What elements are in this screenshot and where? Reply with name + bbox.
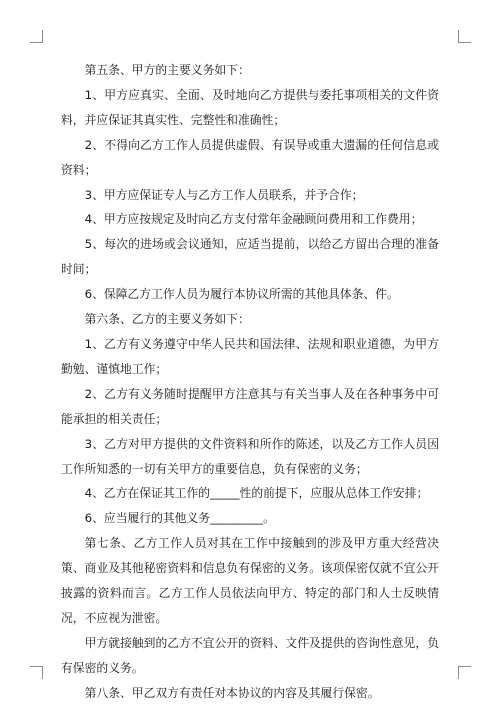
article-6-item-1: 1、乙方有义务遵守中华人民共和国法律、法规和职业道德，为甲方勤勉、谨慎地工作；	[61, 336, 439, 376]
article-8-paragraph: 第八条、甲乙双方有责任对本协议的内容及其履行保密。	[84, 685, 380, 700]
article-5-item-5: 5、每次的进场或会议通知，应适当提前，以给乙方留出合理的准备时间；	[61, 237, 439, 277]
article-5-item-3: 3、甲方应保证专人与乙方工作人员联系，并予合作；	[84, 187, 364, 202]
article-6-item-6: 6、应当履行的其他义务_________。	[84, 511, 275, 526]
crop-mark-top-right	[458, 30, 471, 43]
article-5-item-1: 1、甲方应真实、全面、及时地向乙方提供与委托事项相关的文件资料，并应保证其真实性、完整性和准确性；	[61, 87, 439, 127]
article-6-item-2: 2、乙方有义务随时提醒甲方注意其与有关当事人及在各种事务中可能承担的相关责任；	[61, 386, 439, 426]
document-body	[61, 58, 439, 706]
crop-mark-bottom-left	[30, 666, 43, 679]
crop-mark-top-left	[30, 30, 43, 43]
article-5-item-4: 4、甲方应按规定及时向乙方支付常年金融顾问费用和工作费用；	[84, 212, 423, 227]
article-5-item-6: 6、保障乙方工作人员为履行本协议所需的其他具体条、件。	[84, 287, 399, 302]
article-6-item-4: 4、乙方在保证其工作的_____性的前提下，应服从总体工作安排；	[84, 486, 429, 501]
article-5-item-2: 2、不得向乙方工作人员提供虚假、有误导或重大遗漏的任何信息或资料；	[61, 137, 439, 177]
article-7-party-a-paragraph: 甲方就接触到的乙方不宜公开的资料、文件及提供的咨询性意见，负有保密的义务。	[61, 635, 439, 675]
article-7-paragraph: 第七条、乙方工作人员对其在工作中接触到的涉及甲方重大经营决策、商业及其他秘密资料和信息负有保密的义务。该项保密仅就不宜公开披露的资料而言。乙方工作人员依法向甲方、特定的部门和人士反映情况，不应视为泄密。	[61, 536, 439, 625]
article-6-heading: 第六条、乙方的主要义务如下：	[84, 312, 250, 327]
article-5-heading: 第五条、甲方的主要义务如下：	[84, 63, 250, 77]
article-6-item-3: 3、乙方对甲方提供的文件资料和所作的陈述，以及乙方工作人员因工作所知悉的一切有关甲方的重要信息，负有保密的义务；	[61, 436, 439, 476]
crop-mark-bottom-right	[458, 666, 471, 679]
